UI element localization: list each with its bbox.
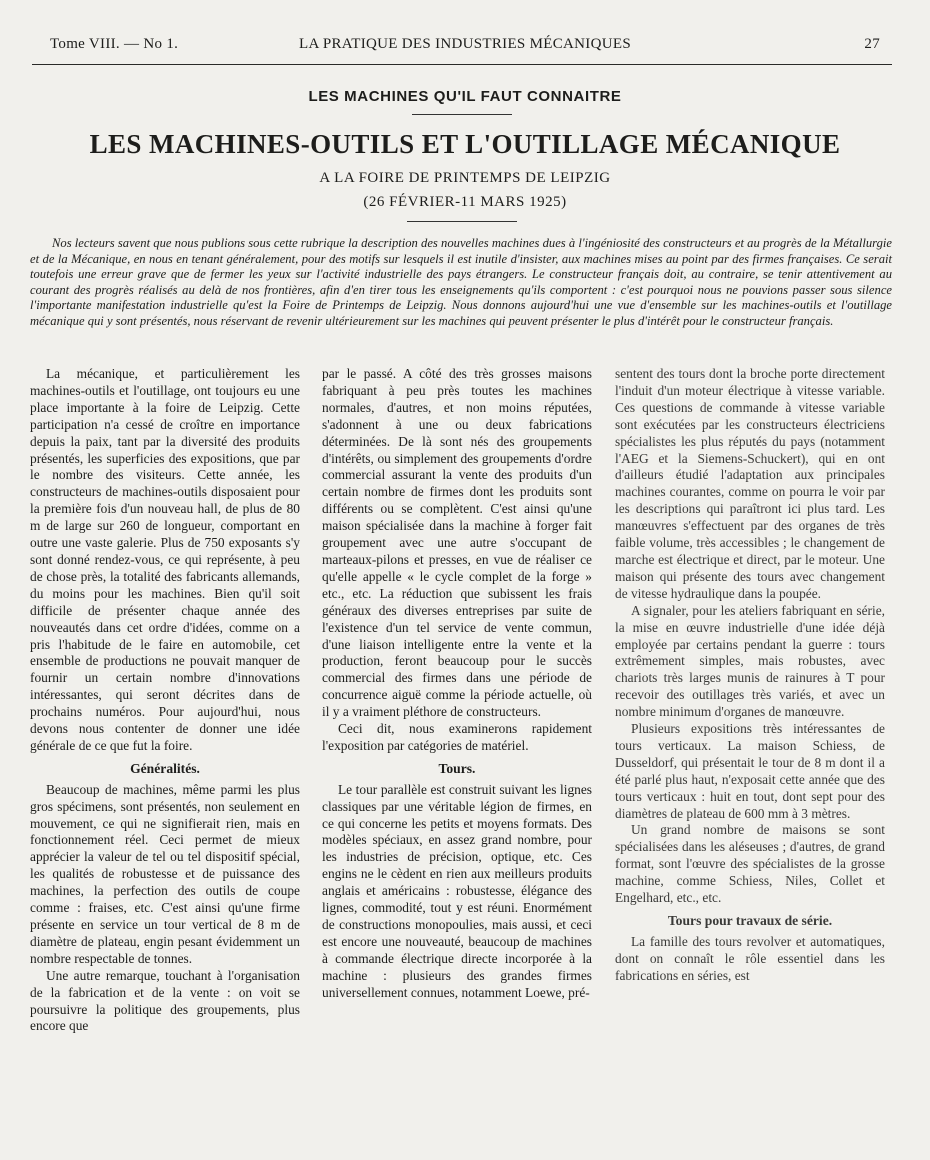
- paragraph: A signaler, pour les ateliers fabriquant en série, la mise en œuvre industrielle d'une idée déjà employée par certains pendant la guerre : tours extrêmement simples, mais robustes, avec chariots très larges munis de rainures à T pour recevoir des outillages très variés, et avec un nombre minimum d'organes de manœuvre.: [615, 602, 885, 720]
- paragraph: La mécanique, et particulièrement les machines-outils et l'outillage, ont toujours eu une place importante à la foire de Leipzig. Cette participation n'a cessé de croître en importance depuis la paix, tant par la diversité des produits présentés, les superficies des expositions, que par le nombre des visiteurs. Cette année, les constructeurs de machines-outils disposaient pour la première fois d'un nouveau hall, de plus de 80 m de large sur 260 de longueur, comportant en outre une vaste galerie. Plus de 750 exposants s'y sont donné rendez-vous, ce qui représente, à peu de chose près, la totalité des fabricants allemands, du moins pour les machines. Bien qu'il soit difficile de présenter chaque année des nouveautés dans cet ordre d'idées, comme on a pris l'habitude de le faire en automobile, cet ensemble de productions ne pouvait manquer de fournir un certain nombre d'innovations intéressantes, qui seront décrites dans de prochains numéros. Pour aujourd'hui, nous devons nous contenter de donner une idée générale de ce que fut la foire.: [30, 366, 300, 753]
- paragraph: Une autre remarque, touchant à l'organisation de la fabrication et de la vente : on voit se poursuivre la politique des groupements, plus encore que: [30, 967, 300, 1034]
- section-heading-generalites: Généralités.: [130, 760, 200, 776]
- journal-title: LA PRATIQUE DES INDUSTRIES MÉCANIQUES: [299, 36, 631, 52]
- paragraph: Le tour parallèle est construit suivant les lignes classiques par une véritable légion de firmes, en ce qui concerne les petits et moyens formats. Des modèles spéciaux, en assez grand nombre, pour les industries de précision, optique, etc. Ces engins ne le cèdent en rien aux meilleurs produits anglais et américains : robustesse, élégance des lignes, commodité, tout y est réuni. Enormément de constructions monopoulies, mais aussi, et ceci est encore une nouveauté, beaucoup de machines à commande électrique directe incorporée à la machine : plusieurs des grandes firmes universellement connues, notamment Loewe, pré-: [322, 781, 592, 1000]
- header-rule: [32, 64, 892, 65]
- column-3: [615, 366, 885, 1156]
- column-2: [322, 366, 592, 1156]
- page-number: 27: [864, 36, 880, 52]
- article-subtitle: A LA FOIRE DE PRINTEMPS DE LEIPZIG: [319, 170, 611, 186]
- paragraph: par le passé. A côté des très grosses maisons fabriquant à peu près toutes les machines normales, d'autres, et non moins réputées, s'adonnent à une ou deux fabrications déterminées. De là sont nés des groupements d'intérêts, ou simplement des groupements d'ordre commercial assurant la vente des produits d'un certain nombre de firmes dont les produits sont différents ou se complètent. C'est ainsi qu'une maison spécialisée dans la machine à forger fait groupement avec une autre s'occupant de marteaux-pilons et presses, en vue de réaliser ce qu'elle appelle « le cycle complet de la forge » etc., etc. La réduction que subissent les frais généraux des diverses entreprises par suite de l'existence d'un tel service de vente commun, d'une liaison intelligente entre la vente et la production, feront beaucoup pour le succès commercial des firmes dans une période de concurrence aiguë comme la période actuelle, où il y a vraiment pléthore de constructeurs.: [322, 366, 592, 720]
- section-kicker: LES MACHINES QU'IL FAUT CONNAITRE: [308, 88, 622, 105]
- volume-number: Tome VIII. — No 1.: [50, 36, 179, 52]
- paragraph: Plusieurs expositions très intéressantes de tours verticaux. La maison Schiess, de Dusseldorf, qui présentait le tour de 8 m dont il a été parlé plus haut, n'exposait cette année que des tours verticaux : huit en tout, dont sept pour des diamètres de plateau de 600 mm à 3 mètres.: [615, 721, 885, 821]
- paragraph: La famille des tours revolver et automatiques, dont on connaît le rôle essentiel dans les fabrications en séries, est: [615, 933, 885, 983]
- paragraph: sentent des tours dont la broche porte directement l'induit d'un moteur électrique à vitesse variable. Ces questions de commande à vitesse variable sont exécutées par les constructeurs électriciens spécialistes les plus réputés du pays (notamment l'AEG et la Siemens-Schuckert), qui en ont d'ailleurs étudié l'adaptation aux principales machines courantes, comme on pourra le voir par les descriptions qui paraîtront ici plus tard. Les manœuvres s'effectuent par des organes de très faible volume, très accessibles ; le changement de marche est électrique et direct, par le moteur. Une maison qui présente des tours avec changement de vitesse hydraulique dans la poupée.: [615, 366, 885, 601]
- editorial-intro: Nos lecteurs savent que nous publions sous cette rubrique la description des nouvelles machines dues à l'ingéniosité des constructeurs et au progrès de la Métallurgie et de la Mécanique, en nous en tenant généralement, pour des motifs sur lesquels il est inutile d'insister, aux machines mises au point par des firmes françaises. Ce serait toutefois une erreur grave que de fermer les yeux sur l'activité industrielle des pays étrangers. Le constructeur français doit, au contraire, se tenir attentivement au courant des progrès réalisés au delà de nos frontières, afin d'en tirer tous les enseignements qu'ils comportent : c'est pourquoi nous ne pouvions passer sous silence l'importante manifestation industrielle qu'est la Foire de Printemps de Leipzig. Nous donnons aujourd'hui une vue d'ensemble sur les machines-outils et l'outillage mécanique qui y sont présentés, nous réservant de revenir ultérieurement sur les machines qui peuvent présenter le plus d'intérêt pour le constructeur français.: [30, 236, 892, 328]
- paragraph: Un grand nombre de maisons se sont spécialisées dans les aléseuses ; d'autres, de grand format, sont l'œuvre des spécialistes de la grosse machine, comme Schiess, Niles, Collet et Engelhard, etc., etc.: [615, 822, 885, 906]
- column-1: [30, 366, 300, 1156]
- title-rule: [407, 221, 517, 222]
- running-head: [50, 36, 880, 62]
- article-title: LES MACHINES-OUTILS ET L'OUTILLAGE MÉCANIQUE: [89, 129, 841, 159]
- article-dates: (26 FÉVRIER-11 MARS 1925): [363, 194, 567, 210]
- kicker-rule: [412, 114, 512, 115]
- paragraph: Ceci dit, nous examinerons rapidement l'exposition par catégories de matériel.: [322, 721, 592, 753]
- section-heading-tours-serie: Tours pour travaux de série.: [667, 913, 833, 928]
- section-heading-tours: Tours.: [438, 760, 476, 776]
- paragraph: Beaucoup de machines, même parmi les plus gros spécimens, sont présentés, non seulement en mouvement, ce qui ne signifierait rien, mais en fonctionnement réel. Ceci permet de mieux apprécier la valeur de tel ou tel dispositif spécial, les qualités de robustesse et de puissance des machines, la perfection des outils de coupe comme : fraises, etc. C'est ainsi qu'une firme présente en service un tour vertical de 8 m de diamètre de plateau, engin pesant évidemment un nombre respectable de tonnes.: [30, 781, 300, 966]
